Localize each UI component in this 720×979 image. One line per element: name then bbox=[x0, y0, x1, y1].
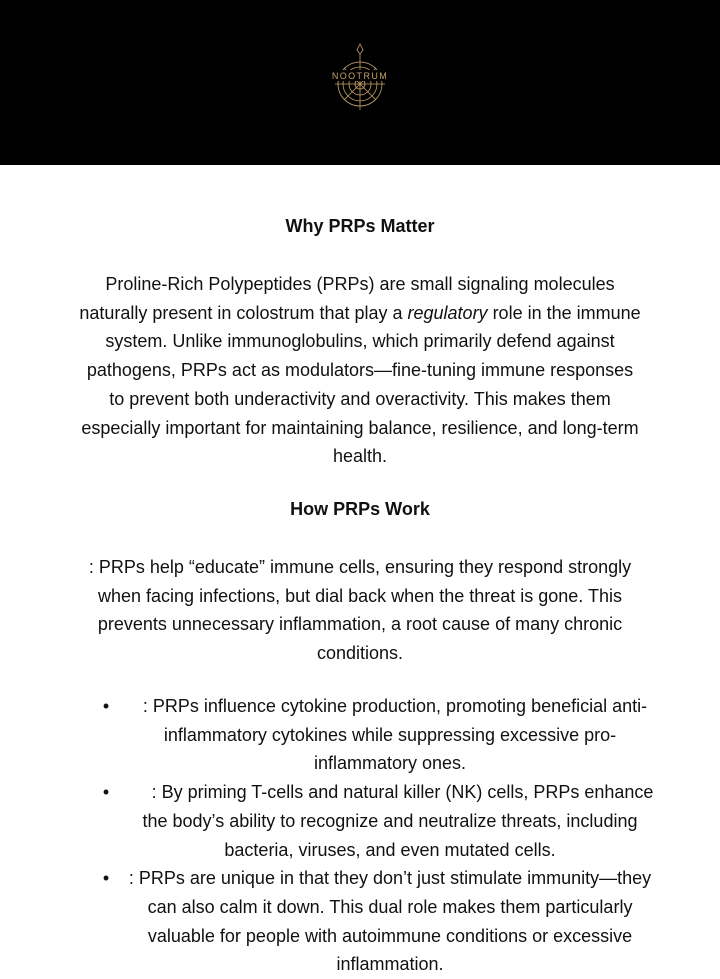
bullet-icon: • bbox=[102, 868, 110, 889]
bullet-icon: • bbox=[102, 782, 110, 803]
bullet-icon: • bbox=[102, 696, 110, 716]
section-title-why: Why PRPs Matter bbox=[285, 216, 435, 236]
body-text: role in the immune system. Unlike immunoglobulins, which primarily defend against pathogens, PRPs act as modulators—fine-tuning immune responses to prevent both underactivity and overactivity. This makes them especially important for maintaining balance, resilience, and long-term health. bbox=[81, 302, 641, 467]
body-text: Proline-Rich Polypeptides (PRPs) are small signaling molecules naturally present in colostrum that play a bbox=[79, 274, 615, 323]
list-item-text: : PRPs are unique in that they don’t just stimulate immunity—they can also calm it down. This dual role makes them particularly valuable for people with autoimmune conditions or excessive inflammation. bbox=[128, 868, 657, 975]
nootrum-logo[interactable] bbox=[325, 42, 395, 112]
body-emphasis: regulatory bbox=[407, 302, 488, 323]
header-banner bbox=[0, 0, 720, 165]
section-title-how: How PRPs Work bbox=[290, 499, 430, 519]
list-item bbox=[100, 778, 660, 864]
logo-emblem-icon bbox=[325, 42, 395, 112]
section-body-why bbox=[78, 270, 642, 471]
section-intro-how: : PRPs help “educate” immune cells, ensuring they respond strongly when facing infections, but dial back when the threat is gone. This prevents unnecessary inflammation, a root cause of many chronic conditions. bbox=[88, 557, 632, 664]
list-item-text: : By priming T-cells and natural killer (NK) cells, PRPs enhance the body’s ability to recognize and neutralize threats, including bacteria, viruses, and even mutated cells. bbox=[126, 782, 659, 860]
list-item-text: : PRPs influence cytokine production, promoting beneficial anti-inflammatory cytokines while suppressing excessive pro-inflammatory ones. bbox=[132, 696, 648, 774]
list-item bbox=[100, 864, 660, 979]
list-item bbox=[100, 692, 660, 778]
benefits-list bbox=[100, 692, 660, 979]
logo-text: NOOTRUM bbox=[331, 71, 389, 81]
